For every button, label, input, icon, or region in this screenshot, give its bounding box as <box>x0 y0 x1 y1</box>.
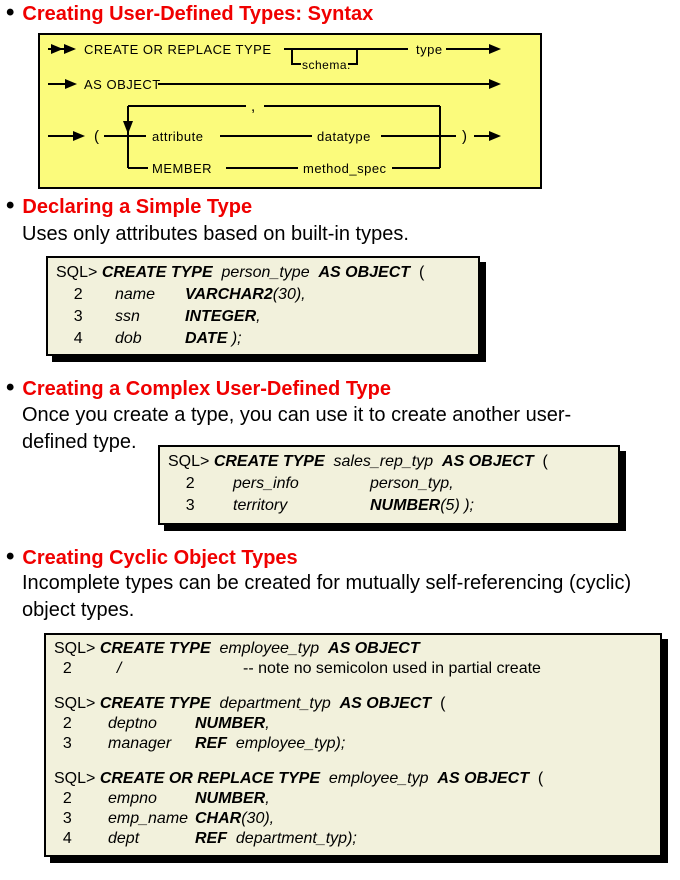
section-title: Declaring a Simple Type <box>22 196 253 218</box>
diagram-label-type: type <box>416 42 443 57</box>
diagram-label-method-spec: method_spec <box>303 161 387 176</box>
diagram-label-attribute: attribute <box>152 129 204 144</box>
code-line <box>54 754 652 769</box>
double-arrow-icon <box>51 44 63 54</box>
diagram-open-paren: ( <box>94 128 100 145</box>
sql-code-block-sales-rep-typ <box>158 445 620 525</box>
diagram-keyword-create-or-replace-type: CREATE OR REPLACE TYPE <box>84 42 272 57</box>
bullet-icon: • <box>6 0 15 26</box>
code-line: SQL> CREATE TYPE department_typ AS OBJECT ( <box>54 695 446 712</box>
syntax-railroad-diagram <box>40 35 540 187</box>
section-body-complex-type: Once you create a type, you can use it to create another user-defined type. <box>22 404 572 453</box>
sql-code-block-cyclic-types <box>44 633 662 857</box>
code-line: 4 dob DATE ); <box>56 330 242 347</box>
section-title: Creating User-Defined Types: Syntax <box>22 3 374 25</box>
diagram-keyword-as-object: AS OBJECT <box>84 77 161 92</box>
code-line: 4 dept REF department_typ); <box>54 830 357 847</box>
code-line: 3 emp_name CHAR(30), <box>54 810 275 827</box>
code-line: SQL> CREATE TYPE sales_rep_typ AS OBJECT ( <box>168 453 548 470</box>
diagram-label-datatype: datatype <box>317 129 371 144</box>
section-title: Creating a Complex User-Defined Type <box>22 378 392 400</box>
code-line: 2 / -- note no semicolon used in partial create <box>54 660 541 677</box>
bullet-icon: • <box>6 543 15 570</box>
code-line: SQL> CREATE OR REPLACE TYPE employee_typ AS OBJECT ( <box>54 770 544 787</box>
bullet-icon: • <box>6 374 15 401</box>
section-title: Creating Cyclic Object Types <box>22 547 298 569</box>
code-line <box>54 679 652 694</box>
section-heading-simple-type <box>6 192 253 219</box>
syntax-diagram-panel <box>38 33 542 189</box>
arrow-right-icon <box>489 44 501 54</box>
diagram-loop-comma: , <box>251 98 256 115</box>
code-line: SQL> CREATE TYPE employee_typ AS OBJECT <box>54 640 420 657</box>
section-heading-syntax <box>6 0 374 26</box>
code-line: 3 ssn INTEGER, <box>56 308 261 325</box>
code-line: SQL> CREATE TYPE person_type AS OBJECT ( <box>56 264 425 281</box>
section-body-simple-type: Uses only attributes based on built-in types. <box>22 223 409 245</box>
section-body-cyclic-types: Incomplete types can be created for mutually self-referencing (cyclic) object types. <box>22 572 632 621</box>
code-line: 2 pers_info person_typ, <box>168 475 454 492</box>
code-line: 3 manager REF employee_typ); <box>54 735 346 752</box>
bullet-icon: • <box>6 192 15 219</box>
code-line: 3 territory NUMBER(5) ); <box>168 497 474 514</box>
loop-down-arrow-icon <box>123 121 133 134</box>
code-line: 2 name VARCHAR2(30), <box>56 286 306 303</box>
section-heading-cyclic-types <box>6 543 298 570</box>
diagram-close-paren: ) <box>462 128 468 145</box>
section-heading-complex-type <box>6 374 392 401</box>
code-line: 2 deptno NUMBER, <box>54 715 270 732</box>
code-line: 2 empno NUMBER, <box>54 790 270 807</box>
sql-code-block-person-type <box>46 256 480 356</box>
diagram-keyword-member: MEMBER <box>152 161 213 176</box>
diagram-label-schema: schema. <box>302 58 351 72</box>
